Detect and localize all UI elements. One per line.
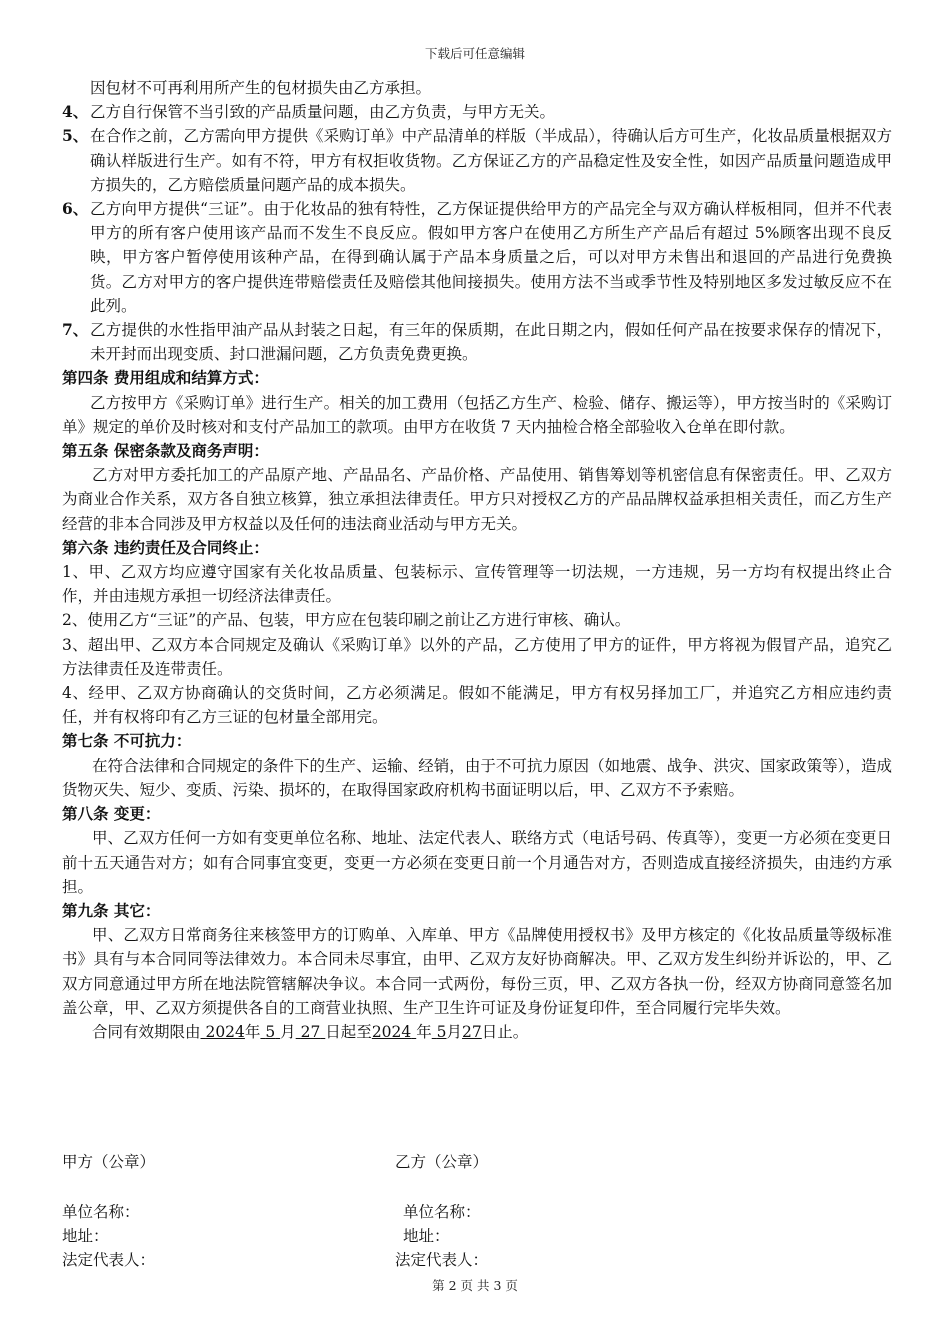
clause-text: 在合作之前，乙方需向甲方提供《采购订单》中产品清单的样版（半成品），待确认后方可生产，化妆品质量根据双方确认样版进行生产。如有不符，甲方有权拒收货物。乙方保证乙方的产品稳定性及安全性，如因产品质量问题造成甲方损失的，乙方赔偿质量问题产品的成本损失。 (90, 127, 892, 194)
contract-body (62, 76, 892, 1044)
clause-number: 5、 (62, 126, 89, 146)
article-6-heading: 第六条 违约责任及合同终止： (62, 537, 269, 557)
party-a-seal: 甲方（公章） (62, 1153, 156, 1171)
validity-month-label: 月 (280, 1022, 296, 1041)
clause-text: 乙方自行保管不当引致的产品质量问题，由乙方负责，与甲方无关。 (90, 103, 556, 122)
clause-number: 7、 (62, 320, 89, 340)
validity-period (62, 1020, 892, 1044)
validity-end-label: 日止。 (481, 1022, 529, 1041)
article-9-heading: 第九条 其它： (62, 900, 161, 920)
address-row (62, 1224, 892, 1248)
article-4-heading: 第四条 费用组成和结算方式： (62, 368, 269, 388)
page-number-footer: 第 2 页 共 3 页 (432, 1278, 518, 1293)
article-7-heading: 第七条 不可抗力： (62, 731, 192, 751)
article-5-heading: 第五条 保密条款及商务声明： (62, 441, 269, 461)
clause-number: 4、 (62, 102, 89, 122)
party-a-unit-name-label: 单位名称： (62, 1203, 140, 1221)
article-4-body: 乙方按甲方《采购订单》进行生产。相关的加工费用（包括乙方生产、检验、储存、搬运等），甲方按当时的《采购订单》规定的单价及时核对和支付产品加工的款项。由甲方在收货 7 天内抽检合格全部验收入仓单在即付款。 (62, 393, 892, 436)
article-6-item: 3、超出甲、乙双方本合同规定及确认《采购订单》以外的产品，乙方使用了甲方的证件，甲方将视为假冒产品，追究乙方法律责任及连带责任。 (62, 635, 892, 678)
clause-item (62, 197, 892, 318)
validity-end-day: 27 (462, 1022, 482, 1041)
clause-text: 乙方提供的水性指甲油产品从封装之日起，有三年的保质期，在此日期之内，假如任何产品在按要求保存的情况下，未开封而出现变质、封口泄漏问题，乙方负责免费更换。 (90, 321, 892, 364)
clause-item (62, 100, 892, 124)
legal-rep-row (62, 1248, 892, 1272)
article-6-item: 1、甲、乙双方均应遵守国家有关化妆品质量、包装标示、宣传管理等一切法规，一方违规，另一方均有权提出终止合作，并由违规方承担一切经济法律责任。 (62, 563, 892, 606)
validity-start-day: 27 (300, 1022, 321, 1041)
article-5-body: 乙方对甲方委托加工的产品原产地、产品品名、产品价格、产品使用、销售筹划等机密信息有保密责任。甲、乙双方为商业合作关系，双方各自独立核算，独立承担法律责任。甲方只对授权乙方的产品品牌权益承担相关责任，而乙方生产经营的非本合同涉及甲方权益以及任何的违法商业活动与甲方无关。 (62, 466, 892, 533)
validity-month-label-2: 月 (446, 1022, 463, 1041)
validity-start-month: 5 (265, 1022, 276, 1041)
validity-start-year: 2024 (205, 1022, 245, 1041)
article-9-body: 甲、乙双方日常商务往来核签甲方的订购单、入库单、甲方《品牌使用授权书》及甲方核定的《化妆品质量等级标准书》具有与本合同同等法律效力。本合同未尽事宜，由甲、乙双方友好协商解决。甲、乙双方发生纠纷并诉讼的，甲、乙双方同意通过甲方所在地法院管辖解决争议。本合同一式两份，每份三页，甲、乙双方各执一份，经双方协商同意签名加盖公章，甲、乙双方须提供各自的工商营业执照、生产卫生许可证及身份证复印件，至合同履行完毕失效。 (62, 926, 892, 1017)
validity-end-year: 2024 (371, 1022, 412, 1041)
validity-end-month: 5 (436, 1022, 447, 1041)
party-a-address-label: 地址： (62, 1227, 109, 1245)
validity-prefix: 合同有效期限由 (92, 1022, 201, 1041)
validity-from-label: 日起至 (325, 1022, 372, 1041)
party-b-address-label: 地址： (403, 1227, 450, 1245)
party-b-unit-name-label: 单位名称： (403, 1203, 481, 1221)
clause-number: 6、 (62, 199, 89, 219)
article-6-item: 4、经甲、乙双方协商确认的交货时间，乙方必须满足。假如不能满足，甲方有权另择加工厂，并追究乙方相应违约责任，并有权将印有乙方三证的包材量全部用完。 (62, 684, 892, 727)
clause-item (62, 124, 892, 197)
validity-year-label-2: 年 (416, 1022, 432, 1041)
clause-text: 乙方向甲方提供“三证”。由于化妆品的独有特性，乙方保证提供给甲方的产品完全与双方确认样板相同，但并不代表甲方的所有客户使用该产品而不发生不良反应。假如甲方客户在使用乙方所生产产品后有超过 5%顾客出现不良反映，甲方客户暂停使用该种产品，在得到确认属于产品本身质量之后，可以对甲方未售出和退回的产品进行免费换货。乙方对甲方的客户提供连带赔偿责任及赔偿其他间接损失。使用方法不当或季节性及特别地区多发过敏反应不在此列。 (90, 200, 892, 315)
carry-over-paragraph: 因包材不可再利用所产生的包材损失由乙方承担。 (90, 79, 432, 97)
validity-year-label: 年 (244, 1022, 261, 1041)
article-6-item: 2、使用乙方“三证”的产品、包装，甲方应在包装印刷之前让乙方进行审核、确认。 (62, 611, 631, 630)
clause-item (62, 318, 892, 366)
article-8-body: 甲、乙双方任何一方如有变更单位名称、地址、法定代表人、联络方式（电话号码、传真等），变更一方必须在变更日前十五天通告对方；如有合同事宜变更，变更一方必须在变更日前一个月通告对方，否则造成直接经济损失，由违约方承担。 (62, 829, 892, 896)
unit-name-row (62, 1200, 892, 1224)
party-b-seal: 乙方（公章） (395, 1153, 489, 1171)
seal-row (62, 1150, 892, 1174)
page-header-note: 下载后可任意编辑 (424, 46, 525, 61)
article-8-heading: 第八条 变更： (62, 804, 161, 824)
article-7-body: 在符合法律和合同规定的条件下的生产、运输、经销，由于不可抗力原因（如地震、战争、洪灾、国家政策等），造成货物灭失、短少、变质、污染、损坏的，在取得国家政府机构书面证明以后，甲、乙双方不予索赔。 (62, 756, 892, 799)
party-b-legal-rep-label: 法定代表人： (395, 1251, 489, 1269)
party-a-legal-rep-label: 法定代表人： (62, 1251, 156, 1269)
